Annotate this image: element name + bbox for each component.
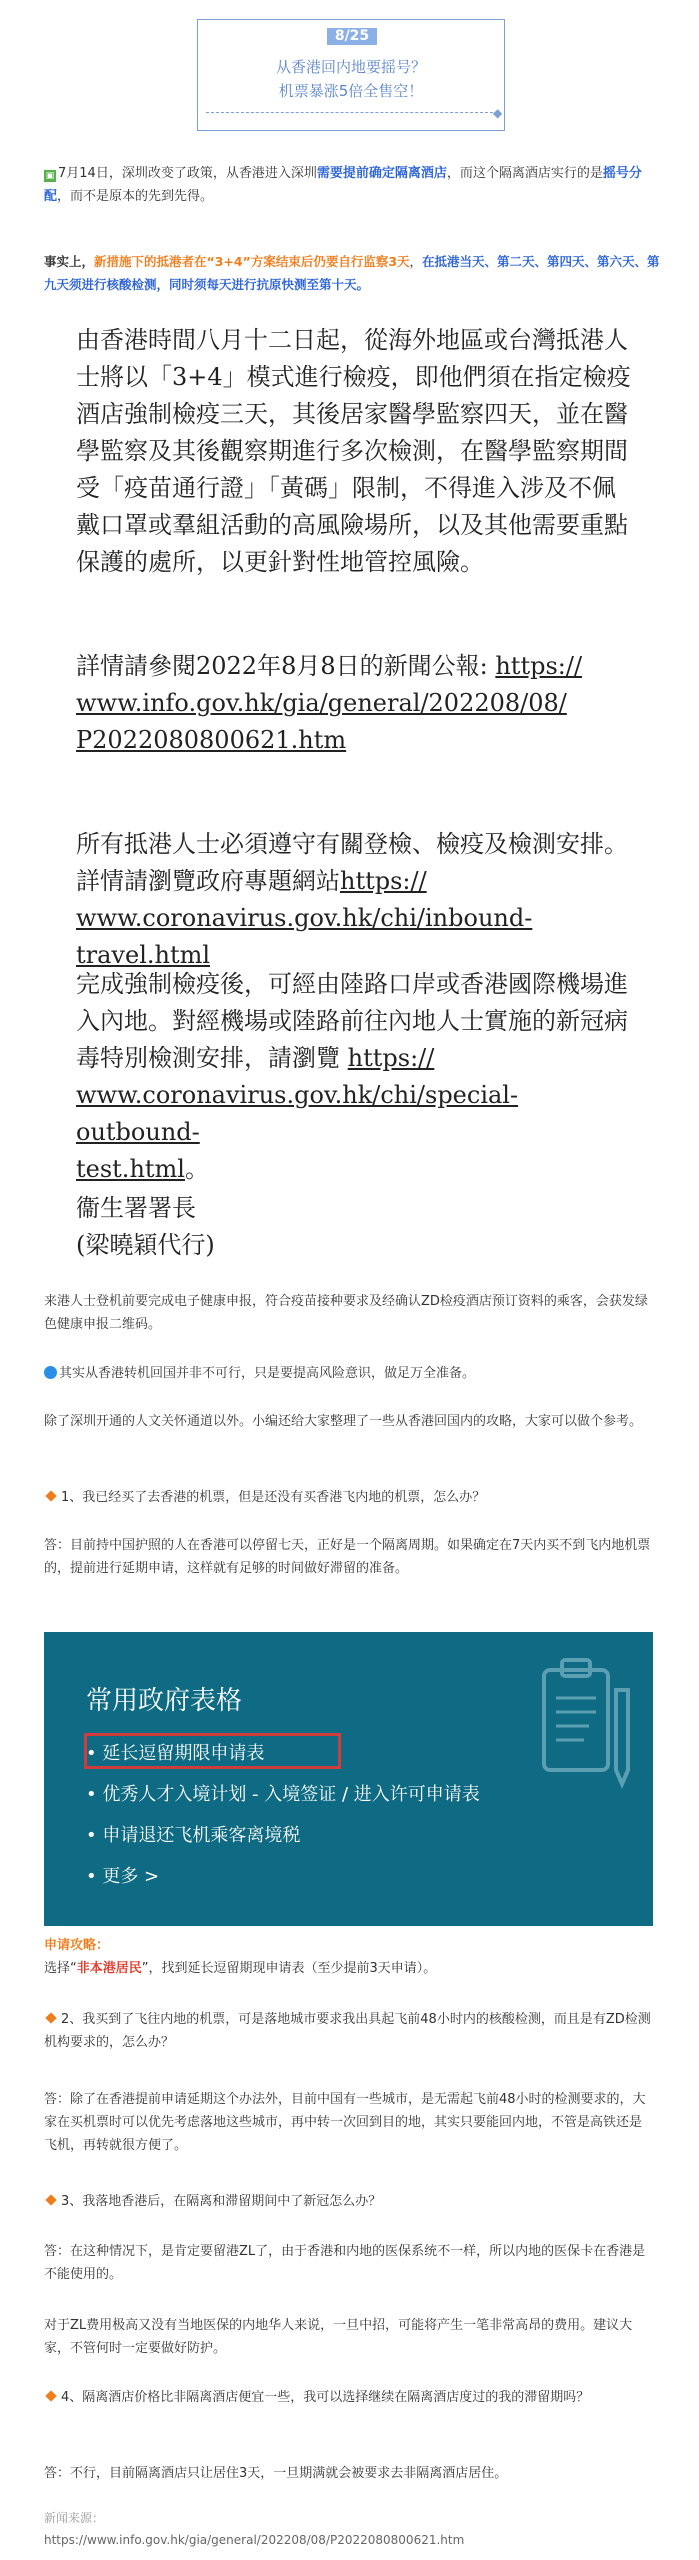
notice-link-2[interactable]: https:// [340, 867, 427, 895]
form-item-refund[interactable]: • 申请退还飞机乘客离境税 [86, 1825, 301, 1846]
title-line-1: 从香港回内地要摇号？ [275, 58, 426, 76]
diamond-icon [45, 2012, 56, 2023]
forms-image [44, 1632, 653, 1926]
intro-paragraph-1: ▣ 7月14日，深圳改变了政策，从香港进入深圳需要提前确定隔离酒店，而这个隔离酒店实行的是摇号分配，而不是原本的先到先得。 [44, 166, 642, 204]
body-paragraph-1: 来港人士登机前要完成电子健康申报，符合疫苗接种要求及经确认ZD检疫酒店预订资料的乘客，会获发绿色健康申报二维码。 [44, 1294, 648, 1332]
guide-title: 申请攻略： [44, 1938, 110, 1953]
notice-link-3c[interactable]: test.html [76, 1155, 185, 1183]
body-paragraph-3: 除了深圳开通的人文关怀通道以外。小编还给大家整理了一些从香港回国内的攻略，大家可以做个参考。 [44, 1414, 643, 1429]
title-line-2: 机票暴涨5倍全售空！ [278, 82, 424, 100]
notice-link-2b[interactable]: www.coronavirus.gov.hk/chi/inbound-travel.html [76, 904, 533, 969]
body-paragraph-2: 其实从香港转机回国并非不可行，只是要提高风险意识，做足万全准备。 [44, 1362, 654, 1385]
answer-4: 答：不行，目前隔离酒店只让居住3天，一旦期满就会被要求去非隔离酒店居住。 [44, 2466, 508, 2481]
green-square-icon: ▣ [45, 171, 55, 181]
notice-paragraph-3: 所有抵港人士必須遵守有關登檢、檢疫及檢測安排。詳情請瀏覽政府專題網站https:// www.coronavirus.gov.hk/chi/inbound-travel.html [76, 830, 628, 969]
notice-paragraph-2: 詳情請參閱2022年8月8日的新聞公報: https:// www.info.gov.hk/gia/general/202208/08/ P2022080800621.htm [76, 652, 583, 754]
blue-dot-icon [44, 1366, 57, 1379]
notice-link-3b[interactable]: www.coronavirus.gov.hk/chi/special-outbound- [76, 1081, 519, 1146]
notice-paragraph-4: 完成強制檢疫後，可經由陸路口岸或香港國際機場進入內地。對經機場或陸路前往內地人士實施的新冠病毒特別檢測安排，請瀏覽 https:// www.coronavirus.gov.hk/chi/special-outbound- test.html。 [76, 970, 628, 1183]
answer-2: 答：除了在香港提前申请延期这个办法外，目前中国有一些城市，是无需起飞前48小时的检测要求的，大家在买机票时可以优先考虑落地这些城市，再中转一次回到目的地，其实只要能回内地，不管是高铁还是飞机，再转就很方便了。 [44, 2092, 646, 2153]
forms-title: 常用政府表格 [86, 1686, 243, 1716]
notice-link-1b[interactable]: www.info.gov.hk/gia/general/202208/08/ [76, 689, 567, 717]
notice-image [44, 310, 644, 1270]
source-label: 新闻来源： [44, 2511, 105, 2525]
notice-link-1[interactable]: https:// [495, 652, 583, 680]
notice-signature: 衞生署署長 (梁曉穎代行) [76, 1194, 215, 1259]
notice-link-1c[interactable]: P2022080800621.htm [76, 726, 347, 754]
divider [206, 112, 498, 113]
notice-paragraph-1: 由香港時間八月十二日起，從海外地區或台灣抵港人士將以「3+4」模式進行檢疫，即他們須在指定檢疫酒店強制檢疫三天，其後居家醫學監察四天，並在醫學監察及其後觀察期進行多次檢測，在醫學監察期間受「疫苗通行證」「黃碼」限制，不得進入涉及不佩戴口罩或羣組活動的高風險場所，以及其他需要重點保護的處所，以更針對性地管控風險。 [76, 326, 631, 576]
question-1: 1、我已经买了去香港的机票，但是还没有买香港飞内地的机票，怎么办？ [44, 1486, 654, 1509]
header-card [197, 19, 505, 131]
diamond-icon [45, 1490, 56, 1501]
guide-block: 申请攻略： 选择“非本港居民”，找到延长逗留期现申请表（至少提前3天申请）。 [44, 1934, 654, 1980]
source-block [44, 2507, 674, 2551]
diamond-icon [45, 2194, 56, 2205]
answer-3: 答：在这种情况下，是肯定要留港ZL了，由于香港和内地的医保系统不一样，所以内地的医保卡在香港是不能使用的。 [44, 2244, 646, 2282]
question-4: 4、隔离酒店价格比非隔离酒店便宜一些，我可以选择继续在隔离酒店度过的我的滞留期吗？ [44, 2386, 654, 2409]
form-item-talent[interactable]: • 优秀人才入境计划 - 入境签证 / 进入许可申请表 [86, 1784, 480, 1805]
diamond-icon [45, 2390, 56, 2401]
corner-mark-icon: ◆ [493, 106, 503, 120]
notice-link-3[interactable]: https:// [347, 1044, 435, 1072]
form-item-more[interactable]: • 更多 > [86, 1866, 160, 1887]
question-3: 3、我落地香港后，在隔离和滞留期间中了新冠怎么办？ [44, 2190, 654, 2213]
answer-1: 答：目前持中国护照的人在香港可以停留七天，正好是一个隔离周期。如果确定在7天内买不到飞内地机票的，提前进行延期申请，这样就有足够的时间做好滞留的准备。 [44, 1538, 651, 1576]
answer-3b: 对于ZL费用极高又没有当地医保的内地华人来说，一旦中招，可能将产生一笔非常高昂的费用。建议大家，不管何时一定要做好防护。 [44, 2318, 633, 2356]
form-item-extension[interactable]: • 延长逗留期限申请表 [86, 1743, 265, 1764]
clipboard-icon [534, 1650, 634, 1800]
question-2: 2、我买到了飞往内地的机票，可是落地城市要求我出具起飞前48小时内的核酸检测，而且是有ZD检测机构要求的，怎么办？ [44, 2012, 651, 2050]
date-badge: 8/25 [327, 28, 377, 45]
intro-paragraph-2: 事实上，新措施下的抵港者在“3+4”方案结束后仍要自行监察3天，在抵港当天、第二天、第四天、第六天、第九天须进行核酸检测，同时须每天进行抗原快测至第十天。 [44, 254, 660, 292]
source-url[interactable]: https://www.info.gov.hk/gia/general/202208/08/P2022080800621.htm [44, 2533, 465, 2547]
